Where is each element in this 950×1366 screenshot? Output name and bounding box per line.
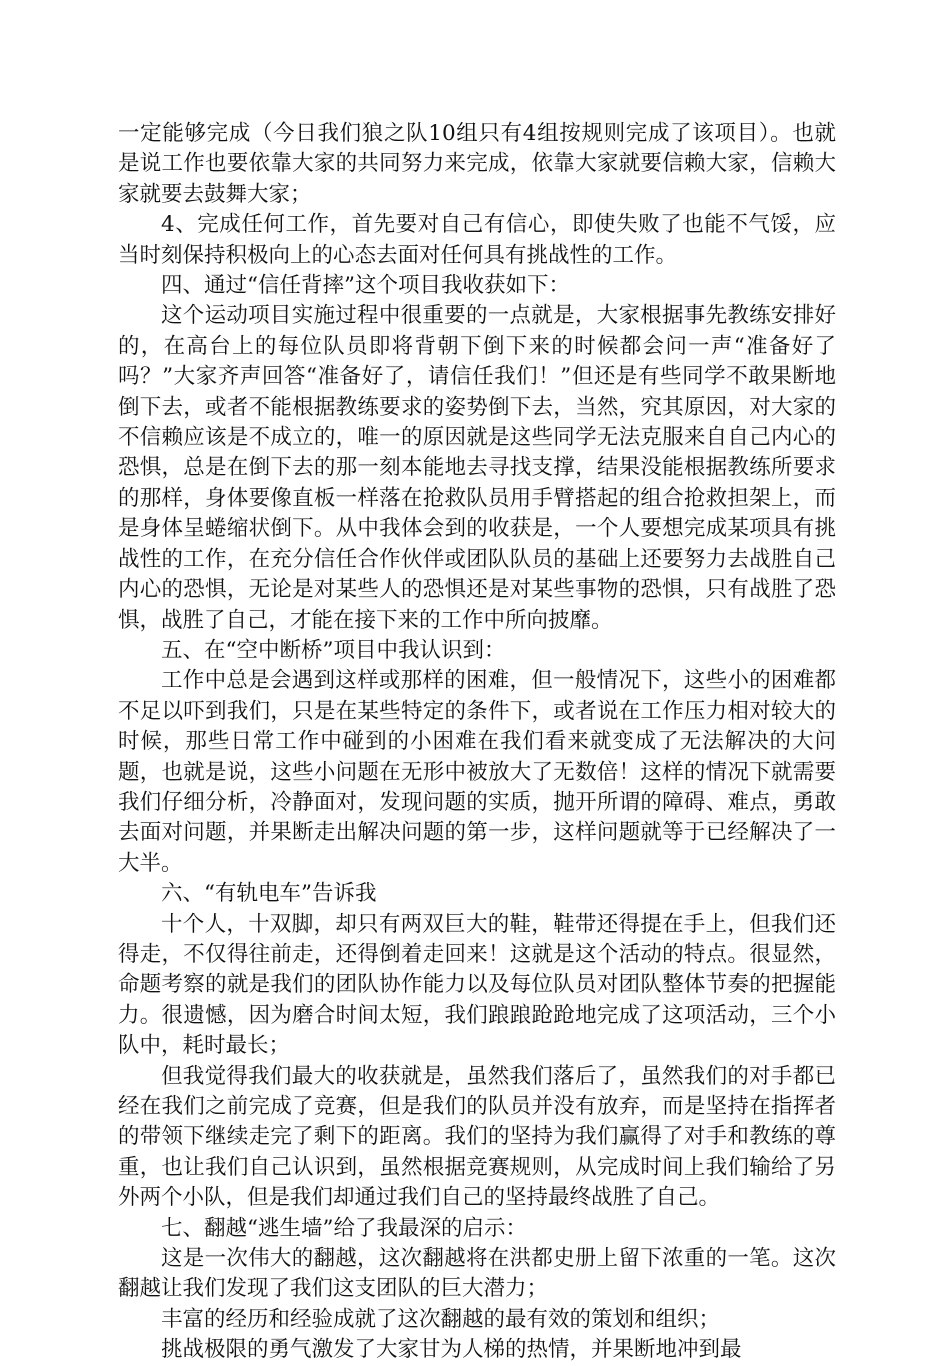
paragraph-1: 一定能够完成（今日我们狼之队10组只有4组按规则完成了该项目）。也就是说工作也要依靠大家的共同努力来完成，依靠大家就要信赖大家，信赖大家就要去鼓舞大家； (118, 121, 836, 207)
paragraph-trust-fall: 这个运动项目实施过程中很重要的一点就是，大家根据事先教练安排好的，在高台上的每位队员即将背朝下倒下来的时候都会问一声“准备好了吗？”大家齐声回答“准备好了，请信任我们！”但还是有些同学不敢果断地倒下去，或者不能根据教练要求的姿势倒下去，当然，究其原因，对大家的不信赖应该是不成立的，唯一的原因就是这些同学无法克服来自自己内心的恐惧，总是在倒下去的那一刻本能地去寻找支撑，结果没能根据教练所要求的那样，身体要像直板一样落在抢救队员用手臂搭起的组合抢救担架上，而是身体呈蜷缩状倒下。从中我体会到的收获是，一个人要想完成某项具有挑战性的工作，在充分信任合作伙伴或团队队员的基础上还要努力去战胜自己内心的恐惧，无论是对某些人的恐惧还是对某些事物的恐惧，只有战胜了恐惧，战胜了自己，才能在接下来的工作中所向披靡。 (118, 303, 836, 633)
section-heading-4: 四、通过“信任背摔”这个项目我收获如下： (161, 273, 570, 299)
paragraph-2: 4、完成任何工作，首先要对自己有信心，即使失败了也能不气馁，应当时刻保持积极向上的心态去面对任何具有挑战性的工作。 (118, 212, 836, 268)
paragraph-wall-1: 这是一次伟大的翻越，这次翻越将在洪都史册上留下浓重的一笔。这次翻越让我们发现了我们这支团队的巨大潜力； (118, 1246, 836, 1302)
section-heading-7: 七、翻越“逃生墙”给了我最深的启示： (161, 1215, 527, 1241)
section-heading-6: 六、“有轨电车”告诉我 (161, 881, 377, 907)
section-heading-5: 五、在“空中断桥”项目中我认识到： (161, 637, 506, 663)
paragraph-broken-bridge: 工作中总是会遇到这样或那样的困难，但一般情况下，这些小的困难都不足以吓到我们，只是在某些特定的条件下，或者说在工作压力相对较大的时候，那些日常工作中碰到的小困难在我们看来就变成了无法解决的大问题，也就是说，这些小问题在无形中被放大了无数倍！这样的情况下就需要我们仔细分析，冷静面对，发现问题的实质，抛开所谓的障碍、难点，勇敢去面对问题，并果断走出解决问题的第一步，这样问题就等于已经解决了一大半。 (118, 668, 836, 876)
paragraph-tram-1: 十个人，十双脚，却只有两双巨大的鞋，鞋带还得提在手上，但我们还得走，不仅得往前走，还得倒着走回来！这就是这个活动的特点。很显然，命题考察的就是我们的团队协作能力以及每位队员对团队整体节奏的把握能力。很遗憾，因为磨合时间太短，我们踉踉跄跄地完成了这项活动，三个小队中，耗时最长； (118, 911, 836, 1059)
paragraph-tram-2: 但我觉得我们最大的收获就是，虽然我们落后了，虽然我们的对手都已经在我们之前完成了竞赛，但是我们的队员并没有放弃，而是坚持在指挥者的带领下继续走完了剩下的距离。我们的坚持为我们赢得了对手和教练的尊重，也让我们自己认识到，虽然根据竞赛规则，从完成时间上我们输给了另外两个小队，但是我们却通过我们自己的坚持最终战胜了自己。 (118, 1063, 836, 1211)
paragraph-wall-3: 挑战极限的勇气激发了大家甘为人梯的热情，并果断地冲到最 (161, 1337, 742, 1363)
paragraph-wall-2: 丰富的经历和经验成就了这次翻越的最有效的策划和组织； (161, 1306, 721, 1332)
document-page (118, 119, 836, 1366)
